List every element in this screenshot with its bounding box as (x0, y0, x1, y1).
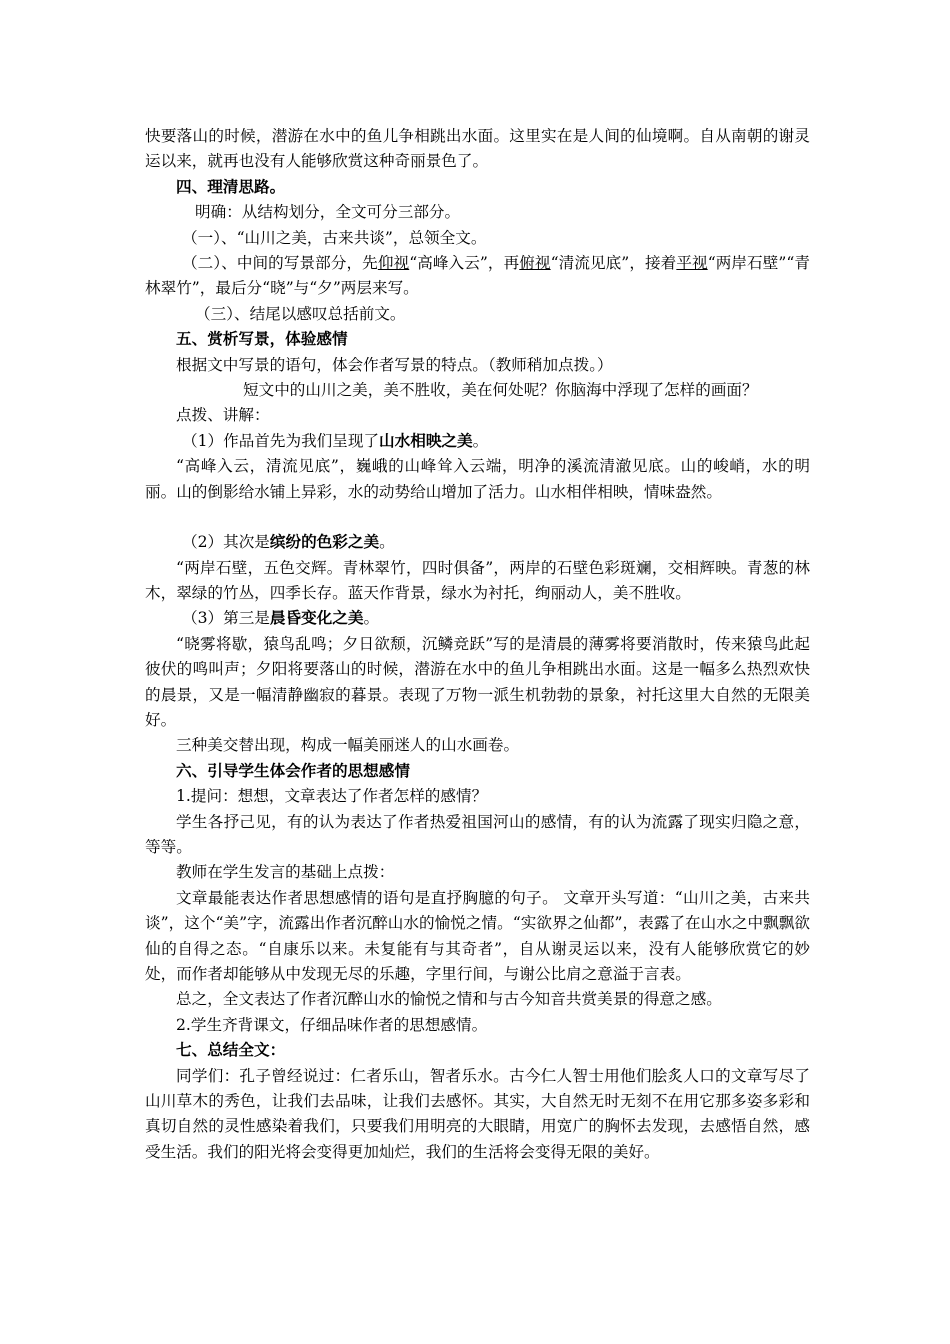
blank-line (145, 505, 810, 530)
paragraph-question: 短文中的山川之美，美不胜收，美在何处呢？你脑海中浮现了怎样的画面？ (243, 381, 758, 400)
paragraph-part-three: （三）、结尾以感叹总括前文。 (195, 304, 406, 323)
paragraph-summary-beauty: 三种美交替出现，构成一幅美丽迷人的山水画卷。 (176, 736, 520, 755)
underlined-term-look-down: 俯视 (519, 254, 551, 273)
paragraph-point-1-detail: “高峰入云，清流见底”，巍峨的山峰耸入云端，明净的溪流清澈见底。山的峻峭，水的明丽。山的倒影给水铺上异彩，水的动势给山增加了活力。山水相伴相映，情味盎然。 (145, 457, 810, 501)
paragraph-closing: 同学们：孔子曾经说过：仁者乐山，智者乐水。古今仁人智士用他们脍炙人口的文章写尽了山川草木的秀色，让我们去品味，让我们去感怀。其实，大自然无时无刻不在用它那多姿多彩和真切自然的灵性感染着我们，只要我们用明亮的大眼睛，用宽广的胸怀去发现，去感悟自然，感受生活。我们的阳光将会变得更加灿烂，我们的生活将会变得无限的美好。 (145, 1066, 810, 1161)
section-heading-5: 五、赏析写景，体验感情 (176, 330, 348, 349)
emphasis-point-1: 山水相映之美 (379, 431, 473, 450)
underlined-term-look-up: 仰视 (377, 254, 410, 273)
section-heading-4: 四、理清思路。 (176, 177, 286, 196)
paragraph-part-two: （二）、中间的写景部分，先仰视“高峰入云”，再俯视“清流见底”，接着平视“两岸石壁”“青林翠竹”，最后分“晓”与“夕”两层来写。 (145, 254, 810, 298)
paragraph-point-2: （2）其次是缤纷的色彩之美。 (182, 533, 395, 552)
paragraph-recite: 2.学生齐背课文，仔细品味作者的思想感情。 (176, 1015, 488, 1034)
paragraph-point-2-detail: “两岸石壁，五色交辉。青林翠竹，四时俱备”，两岸的石壁色彩斑斓，交相辉映。青葱的林木，翠绿的竹丛，四季长存。蓝天作背景，绿水为衬托，绚丽动人，美不胜收。 (145, 558, 810, 602)
paragraph-part-one: （一）、“山川之美，古来共谈”，总领全文。 (182, 228, 487, 247)
paragraph-task: 根据文中写景的语句，体会作者写景的特点。（教师稍加点拨。） (176, 355, 613, 374)
document-body (145, 124, 810, 1165)
emphasis-point-3: 晨昏变化之美 (269, 609, 364, 628)
paragraph-point-3: （3）第三是晨昏变化之美。 (182, 609, 380, 628)
section-heading-7: 七、总结全文： (176, 1041, 286, 1060)
paragraph-point-3-detail: “晓雾将歇，猿鸟乱鸣；夕日欲颓，沉鳞竞跃”写的是清晨的薄雾将要消散时，传来猿鸟此起彼伏的鸣叫声；夕阳将要落山的时候，潜游在水中的鱼儿争相跳出水面。这是一幅多么热烈欢快的晨景，又是一幅清静幽寂的暮景。表现了万物一派生机勃勃的景象，衬托这里大自然的无限美好。 (145, 634, 810, 729)
paragraph-intro-continuation: 快要落山的时候，潜游在水中的鱼儿争相跳出水面。这里实在是人间的仙境啊。自从南朝的谢灵运以来，就再也没有人能够欣赏这种奇丽景色了。 (145, 127, 810, 171)
section-heading-6: 六、引导学生体会作者的思想感情 (176, 761, 410, 780)
paragraph-teacher: 教师在学生发言的基础上点拨： (176, 863, 395, 882)
paragraph-question-1: 1.提问：想想，文章表达了作者怎样的感情？ (176, 787, 488, 806)
paragraph-guidance-label: 点拨、讲解： (176, 406, 270, 425)
paragraph-students: 学生各抒己见，有的认为表达了作者热爱祖国河山的感情，有的认为流露了现实归隐之意，等等。 (145, 812, 810, 856)
paragraph-clarify: 明确：从结构划分，全文可分三部分。 (195, 203, 461, 222)
underlined-term-look-level: 平视 (676, 254, 708, 273)
emphasis-point-2: 缤纷的色彩之美 (269, 533, 380, 552)
paragraph-conclusion: 总之，全文表达了作者沉醉山水的愉悦之情和与古今知音共赏美景的得意之感。 (176, 990, 722, 1009)
paragraph-point-1: （1）作品首先为我们呈现了山水相映之美。 (182, 431, 489, 450)
paragraph-analysis: 文章最能表达作者思想感情的语句是直抒胸臆的句子。 文章开头写道：“山川之美，古来共谈”，这个“美”字，流露出作者沉醉山水的愉悦之情。“实欲界之仙都”，表露了在山水之中飘飘欲仙的自得之态。“自康乐以来。未复能有与其奇者”，自从谢灵运以来，没有人能够欣赏它的妙处，而作者却能够从中发现无尽的乐趣，字里行间，与谢公比肩之意溢于言表。 (145, 888, 810, 983)
